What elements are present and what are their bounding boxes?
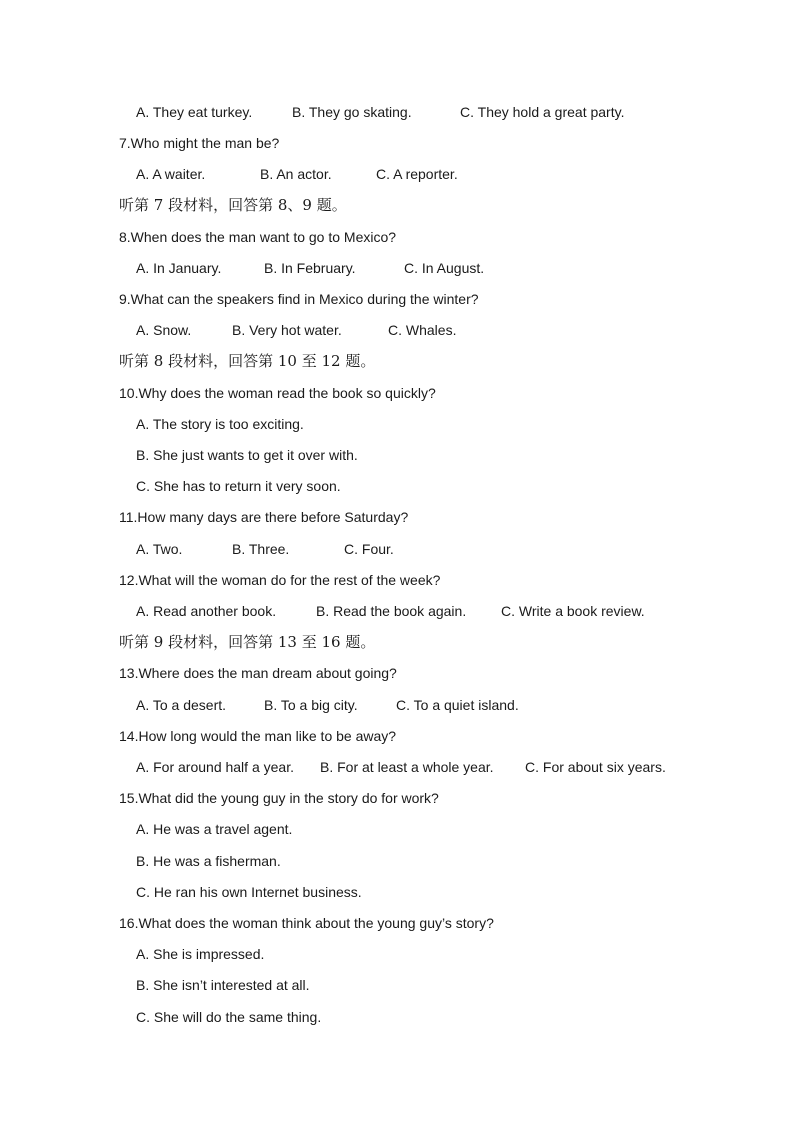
- section-heading: 听第 7 段材料，回答第 8、9 题。: [119, 196, 347, 214]
- option-b: B. To a big city.: [264, 697, 358, 713]
- option-b: B. Three.: [232, 541, 290, 557]
- question-11: 11.How many days are there before Saturday?: [119, 509, 409, 525]
- option-b: B. She just wants to get it over with.: [136, 447, 358, 463]
- section-heading: 听第 9 段材料，回答第 13 至 16 题。: [119, 633, 376, 651]
- option-a: A. She is impressed.: [136, 946, 265, 962]
- option-b: B. He was a fisherman.: [136, 853, 281, 869]
- option-b: B. Very hot water.: [232, 322, 342, 338]
- option-a: A. In January.: [136, 260, 222, 276]
- option-c: C. For about six years.: [525, 759, 666, 775]
- question-16: 16.What does the woman think about the young guy’s story?: [119, 915, 494, 931]
- option-a: A. Read another book.: [136, 603, 277, 619]
- option-a: A. The story is too exciting.: [136, 416, 304, 432]
- option-c: C. They hold a great party.: [460, 104, 625, 120]
- option-a: A. Two.: [136, 541, 183, 557]
- option-c: C. Write a book review.: [501, 603, 645, 619]
- option-a: A. For around half a year.: [136, 759, 294, 775]
- question-10: 10.Why does the woman read the book so quickly?: [119, 385, 436, 401]
- option-b: B. Read the book again.: [316, 603, 467, 619]
- option-c: C. Four.: [344, 541, 394, 557]
- option-b: B. In February.: [264, 260, 356, 276]
- option-c: C. She will do the same thing.: [136, 1009, 322, 1025]
- option-c: C. A reporter.: [376, 166, 458, 182]
- question-13: 13.Where does the man dream about going?: [119, 665, 397, 681]
- option-c: C. She has to return it very soon.: [136, 478, 341, 494]
- option-b: B. She isn’t interested at all.: [136, 977, 310, 993]
- option-c: C. In August.: [404, 260, 485, 276]
- question-15: 15.What did the young guy in the story do for work?: [119, 790, 439, 806]
- option-a: A. To a desert.: [136, 697, 227, 713]
- option-c: C. To a quiet island.: [396, 697, 519, 713]
- option-c: C. He ran his own Internet business.: [136, 884, 362, 900]
- option-a: A. They eat turkey.: [136, 104, 253, 120]
- option-c: C. Whales.: [388, 322, 457, 338]
- option-a: A. He was a travel agent.: [136, 821, 293, 837]
- question-7: 7.Who might the man be?: [119, 135, 280, 151]
- option-a: A. Snow.: [136, 322, 192, 338]
- option-b: B. An actor.: [260, 166, 332, 182]
- section-heading: 听第 8 段材料，回答第 10 至 12 题。: [119, 352, 376, 370]
- question-12: 12.What will the woman do for the rest of the week?: [119, 572, 441, 588]
- question-14: 14.How long would the man like to be away?: [119, 728, 397, 744]
- option-a: A. A waiter.: [136, 166, 206, 182]
- option-b: B. They go skating.: [292, 104, 412, 120]
- option-b: B. For at least a whole year.: [320, 759, 494, 775]
- question-8: 8.When does the man want to go to Mexico?: [119, 229, 397, 245]
- question-9: 9.What can the speakers find in Mexico during the winter?: [119, 291, 479, 307]
